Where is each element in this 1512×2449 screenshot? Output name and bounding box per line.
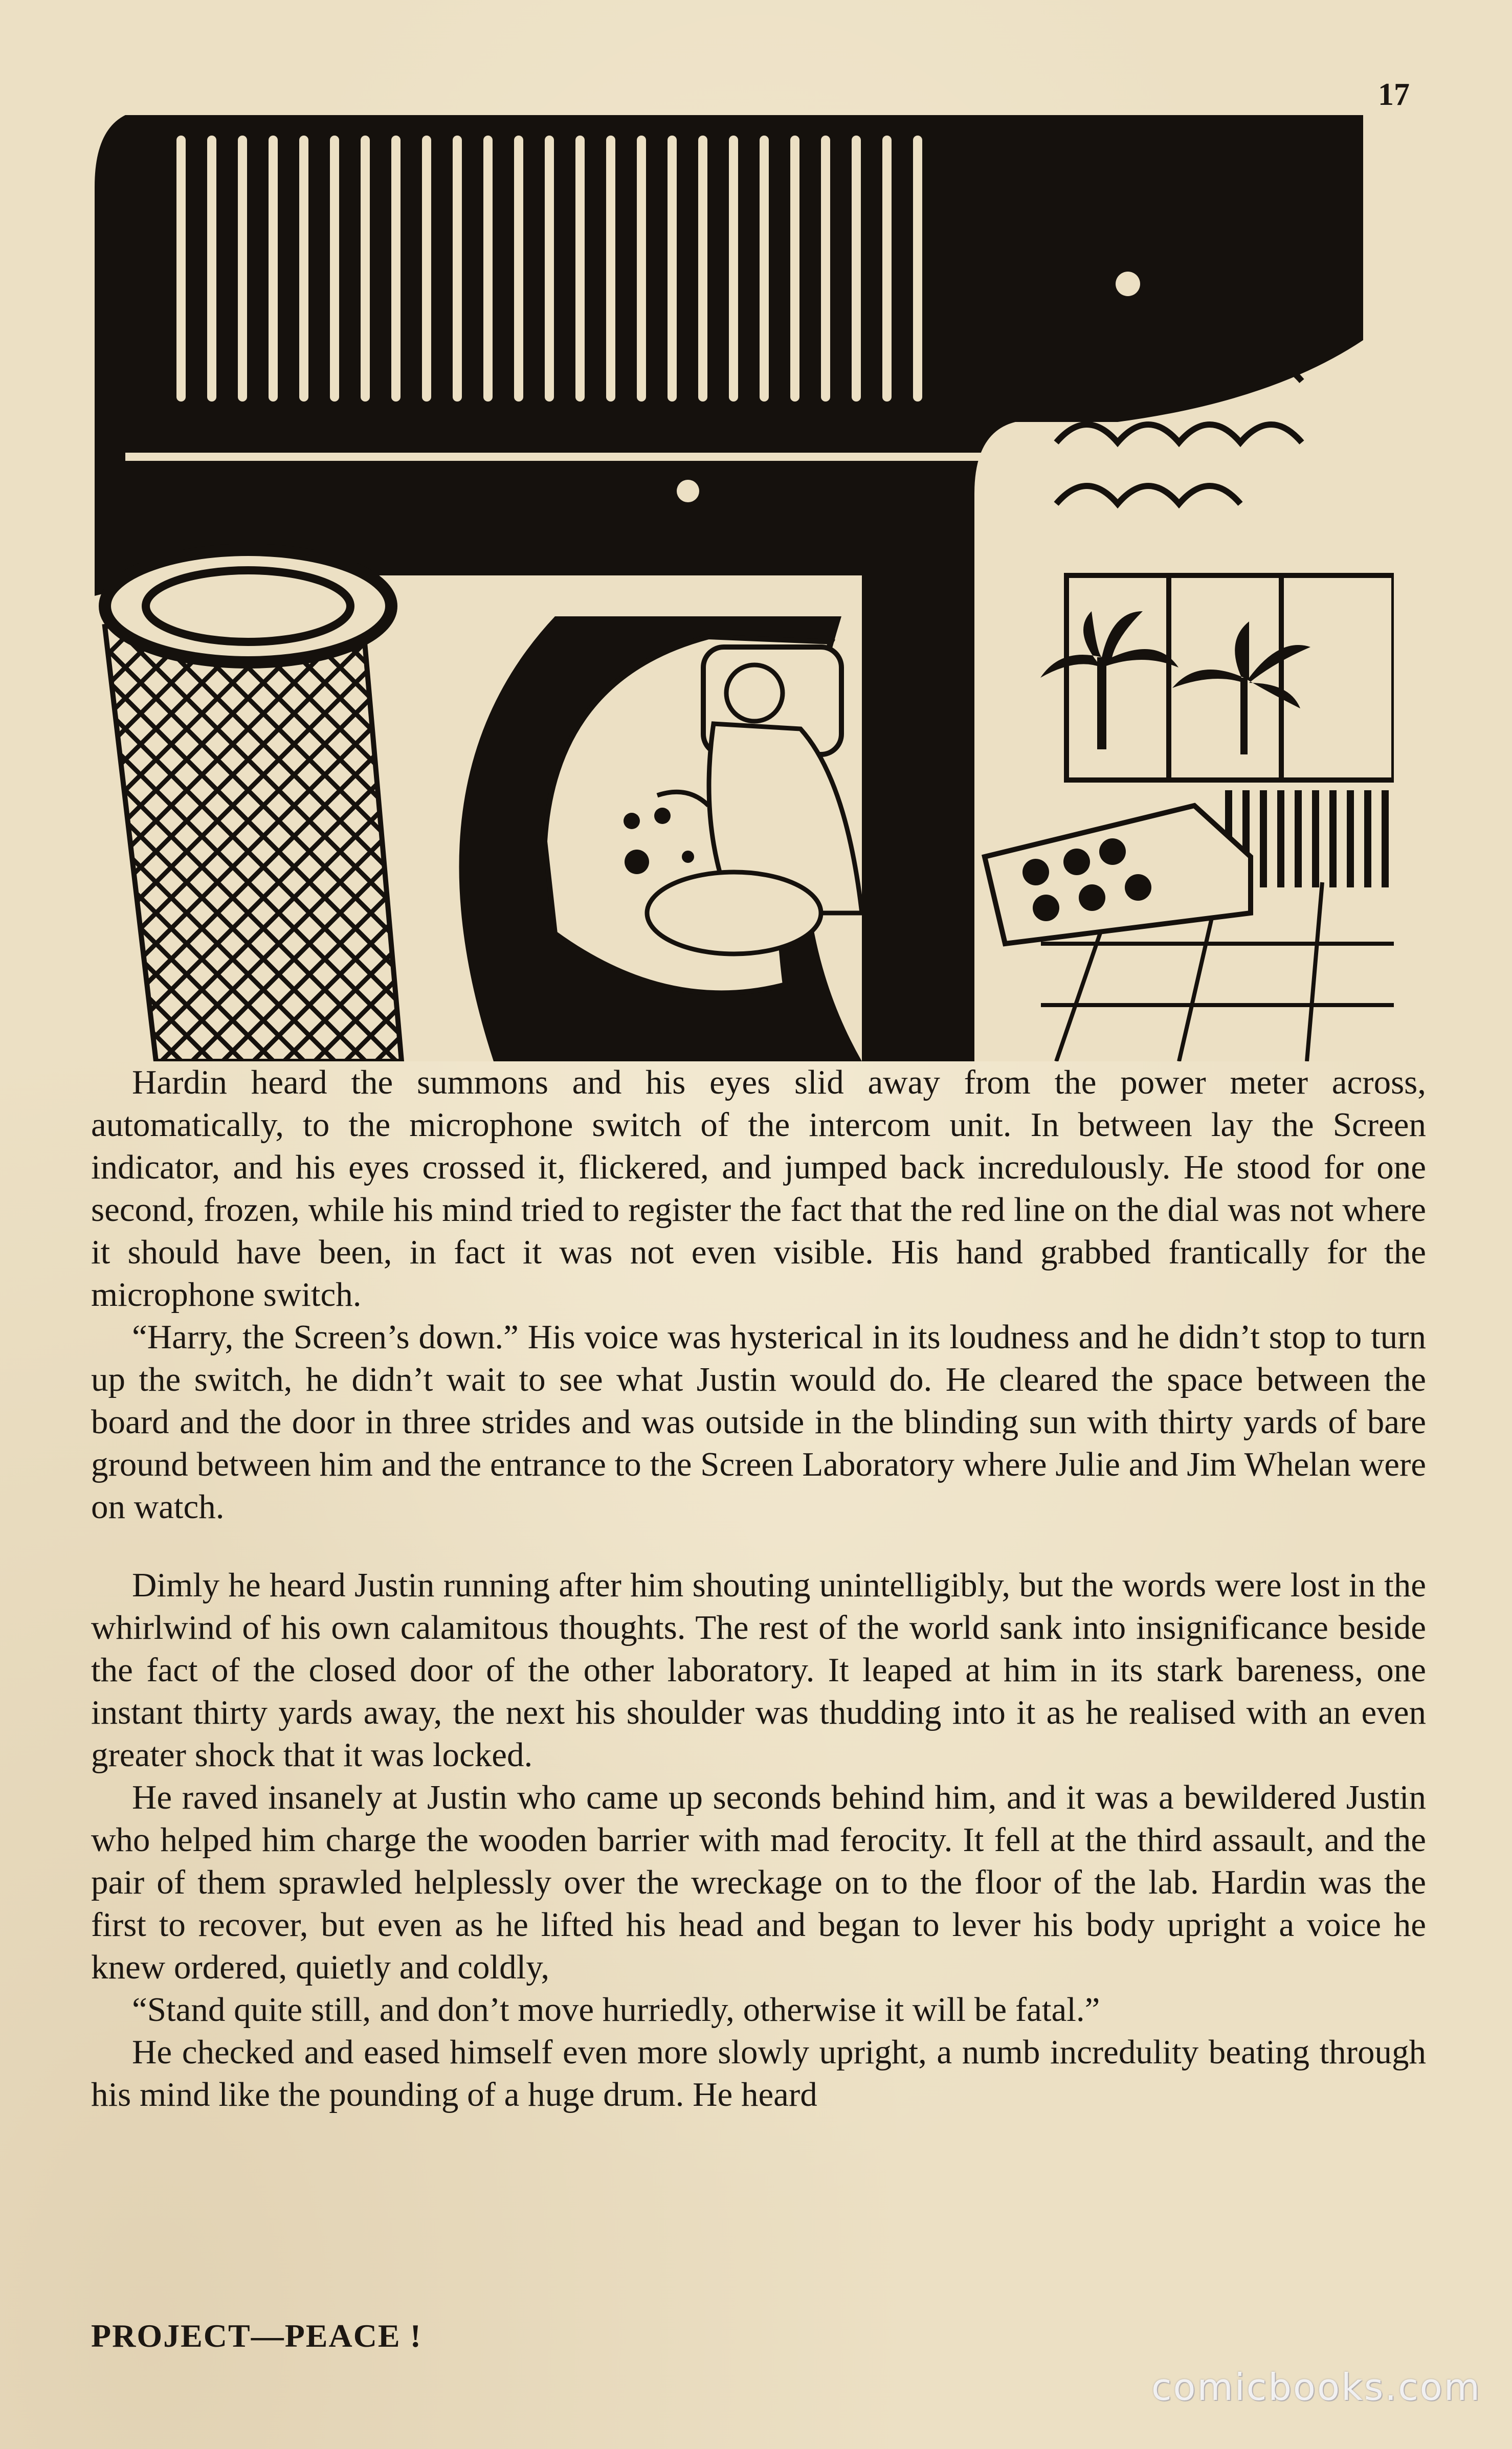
paragraph: Hardin heard the summons and his eyes slid away from the power meter across, automatically, to the microphone switch of the intercom unit. In between lay the Screen indicator, and his eyes crossed it, flickered, and jumped back incredulously. He stood for one second, frozen, while his mind tried to register the fact that the red line on the dial was not where it should have been, in fact it was not even visible. His hand grabbed frantically for the microphone switch. xyxy=(91,1063,1426,1313)
paragraph: Dimly he heard Justin running after him shouting unintelligibly, but the words were lost in the whirlwind of his own calamitous thoughts. The rest of the world sank into insignificance beside the fact of the closed door of the other laboratory. It leaped at him in its stark bareness, one instant thirty yards away, the next his shoulder was thudding into it as he realised with an even greater shock that it was locked. xyxy=(91,1566,1426,1774)
watermark: comicbooks.com xyxy=(1151,2366,1481,2409)
page-number: 17 xyxy=(1378,77,1410,112)
paragraph: He raved insanely at Justin who came up seconds behind him, and it was a bewildered Justin who helped him charge the wooden barrier with mad ferocity. It fell at the third assault, and the pair of them sprawled helplessly over the wreckage on to the floor of the lab. Hardin was the first to recover, but even as he lifted his head and began to lever his body upright a voice he knew ordered, quietly and coldly, xyxy=(91,1778,1426,1986)
control-room-illustration xyxy=(95,115,1394,1061)
paragraph: “Harry, the Screen’s down.” His voice was hysterical in its loudness and he didn’t stop to turn up the switch, he didn’t wait to see what Justin would do. He cleared the space between the board and the door in three strides and was outside in the blinding sun with thirty yards of bare ground between him and the entrance to the Screen Laboratory where Julie and Jim Whelan were on watch. xyxy=(91,1318,1426,1526)
running-footer-title: PROJECT—PEACE ! xyxy=(91,2318,422,2354)
story-text xyxy=(91,1061,1426,2116)
paragraph: “Stand quite still, and don’t move hurriedly, otherwise it will be fatal.” xyxy=(132,1991,1100,2029)
paragraph: He checked and eased himself even more slowly upright, a numb incredulity beating through his mind like the pounding of a huge drum. He heard xyxy=(91,2033,1426,2113)
